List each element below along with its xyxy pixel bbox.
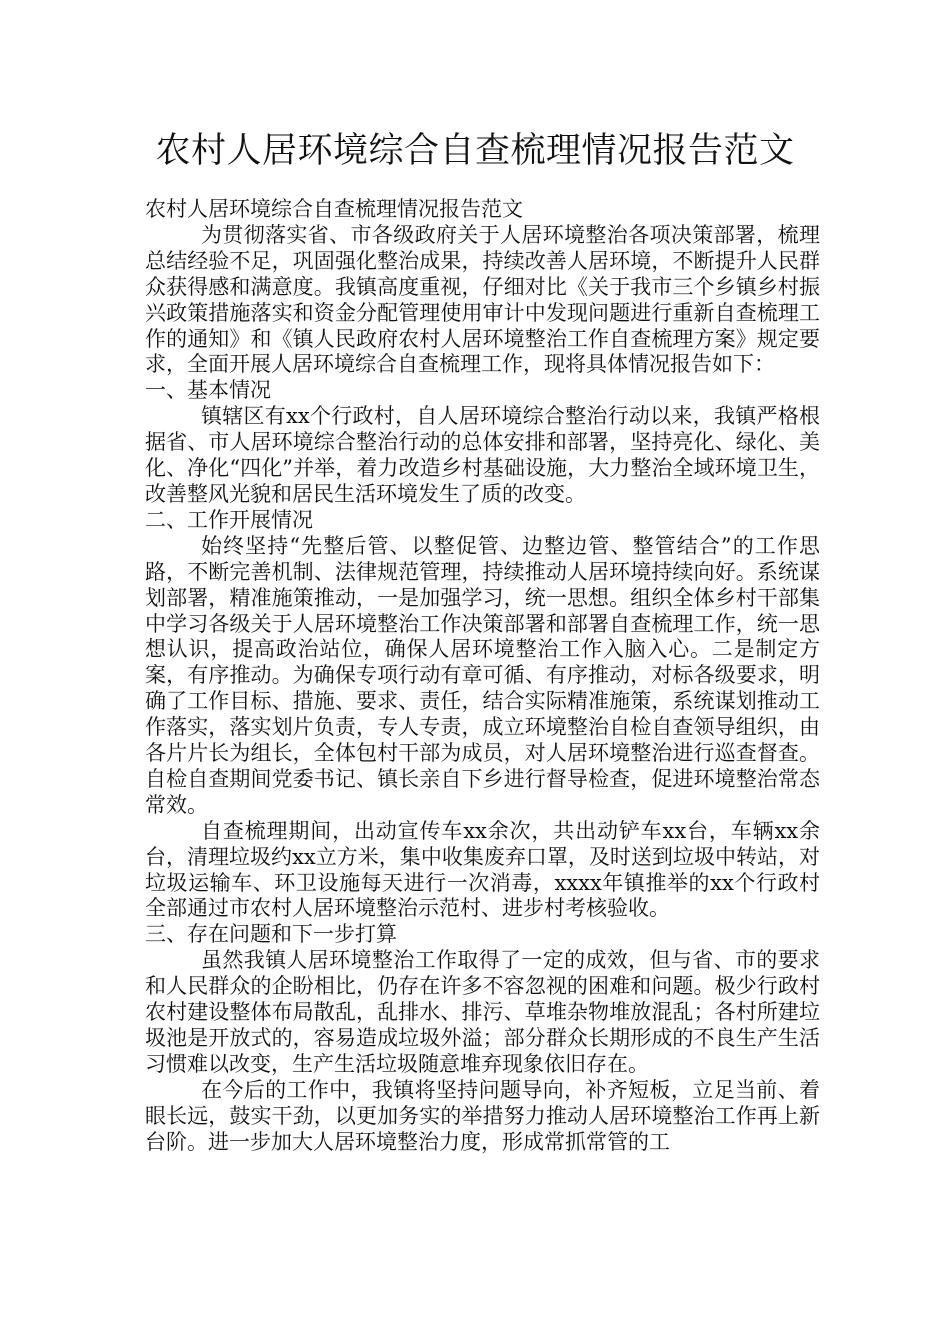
work-progress-paragraph: 始终坚持“先整后管、以整促管、边整边管、整管结合”的工作思路，不断完善机制、法律规范管理，持续推动人居环境持续向好。系统谋划部署，精准施策推动，一是加强学习，统一思想。组织全体乡村干部集中学习各级关于人居环境整治工作决策部署和部署自查梳理工作，统一思想认识，提高政治站位，确保人居环境整治工作入脑入心。二是制定方案，有序推动。为确保专项行动有章可循、有序推动，对标各级要求，明确了工作目标、措施、要求、责任，结合实际精准施策，系统谋划推动工作落实，落实划片负责，专人专责，成立环境整治自检自查领导组织，由各片片长为组长，全体包村干部为成员，对人居环境整治进行巡查督查。自检自查期间党委书记、镇长亲自下乡进行督导检查，促进环境整治常态常效。 — [145, 533, 820, 817]
section-heading-work-progress: 二、工作开展情况 — [145, 507, 313, 532]
document-body — [145, 197, 820, 1156]
basic-situation-paragraph: 镇辖区有xx个行政村，自人居环境综合整治行动以来，我镇严格根据省、市人居环境综合整治行动的总体安排和部署，坚持亮化、绿化、美化、净化“四化”并举，着力改造乡村基础设施，大力整治全域环境卫生，改善整风光貌和居民生活环境发生了质的改变。 — [145, 404, 820, 506]
document-subtitle: 农村人居环境综合自查梳理情况报告范文 — [145, 197, 523, 221]
section-heading-problems-plans: 三、存在问题和下一步打算 — [145, 922, 397, 947]
document-title: 农村人居环境综合自查梳理情况报告范文 — [155, 131, 795, 171]
problems-paragraph: 虽然我镇人居环境整治工作取得了一定的成效，但与省、市的要求和人民群众的企盼相比，仍存在许多不容忽视的困难和问题。极少行政村农村建设整体布局散乱，乱排水、排污、草堆杂物堆放混乱；各村所建垃圾池是开放式的，容易造成垃圾外溢；部分群众长期形成的不良生产生活习惯难以改变，生产生活垃圾随意堆弃现象依旧存在。 — [145, 948, 820, 1076]
future-plans-paragraph: 在今后的工作中，我镇将坚持问题导向，补齐短板，立足当前、着眼长远，鼓实干劲，以更加务实的举措努力推动人居环境整治工作再上新台阶。进一步加大人居环境整治力度，形成常抓常管的工 — [145, 1077, 820, 1154]
section-heading-basic-situation: 一、基本情况 — [145, 378, 271, 403]
intro-paragraph: 为贯彻落实省、市各级政府关于人居环境整治各项决策部署，梳理总结经验不足，巩固强化整治成果，持续改善人居环境，不断提升人民群众获得感和满意度。我镇高度重视，仔细对比《关于我市三个乡镇乡村振兴政策措施落实和资金分配管理使用审计中发现问题进行重新自查梳理工作的通知》和《镇人民政府农村人居环境整治工作自查梳理方案》规定要求，全面开展人居环境综合自查梳理工作，现将具体情况报告如下： — [145, 222, 820, 377]
inspection-results-paragraph: 自查梳理期间，出动宣传车xx余次，共出动铲车xx台，车辆xx余台，清理垃圾约xx立方米，集中收集废弃口罩，及时送到垃圾中转站，对垃圾运输车、环卫设施每天进行一次消毒，xxxx年镇推举的xx个行政村全部通过市农村人居环境整治示范村、进步村考核验收。 — [145, 818, 820, 921]
